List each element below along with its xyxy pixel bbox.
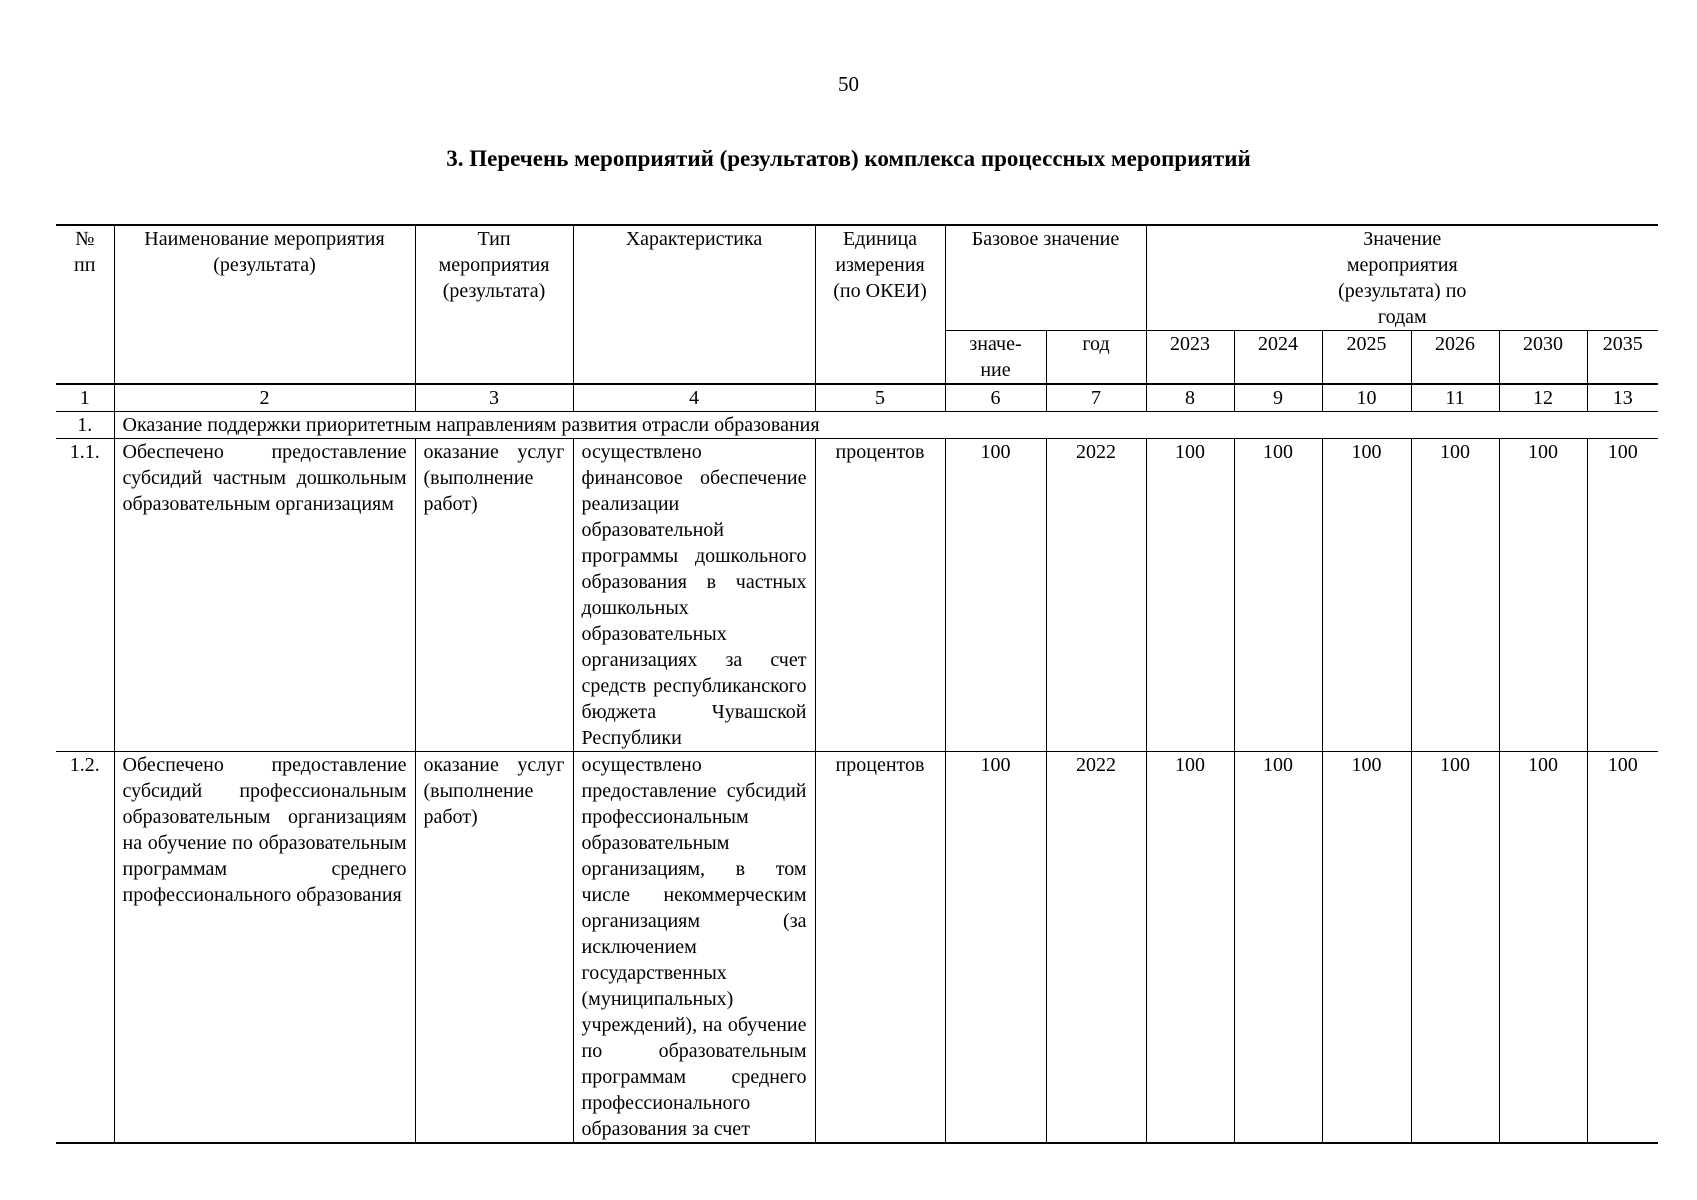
header-years: Значение мероприятия (результата) по годам bbox=[1146, 225, 1658, 331]
header-year: 2025 bbox=[1322, 331, 1411, 385]
row-value-2025: 100 bbox=[1322, 439, 1411, 752]
row-value-2023: 100 bbox=[1146, 752, 1234, 1144]
row-type: оказание услуг (выполнение работ) bbox=[415, 752, 573, 1144]
header-year: 2026 bbox=[1411, 331, 1499, 385]
column-number: 13 bbox=[1587, 384, 1658, 412]
header-name: Наименование мероприятия (результата) bbox=[114, 225, 415, 384]
section-row bbox=[56, 412, 1658, 439]
row-characteristic: осуществлено финансовое обеспечение реализации образовательной программы дошкольного образования в частных дошкольных образовательных организациях за счет средств республиканского бюджета Чувашской Республики bbox=[573, 439, 815, 752]
header-characteristic: Характеристика bbox=[573, 225, 815, 384]
page-number: 50 bbox=[838, 72, 859, 96]
row-value-2023: 100 bbox=[1146, 439, 1234, 752]
header-year: 2024 bbox=[1234, 331, 1322, 385]
header-base-value: значе-ние bbox=[945, 331, 1046, 385]
header-unit: Единица измерения (по ОКЕИ) bbox=[815, 225, 945, 384]
row-base-year: 2022 bbox=[1046, 752, 1146, 1144]
header-num: № пп bbox=[56, 225, 114, 384]
row-base-year: 2022 bbox=[1046, 439, 1146, 752]
row-value-2030: 100 bbox=[1499, 439, 1587, 752]
column-number: 12 bbox=[1499, 384, 1587, 412]
table-row bbox=[56, 752, 1658, 1144]
row-characteristic: осуществлено предоставление субсидий профессиональным образовательным организациям, в том числе некоммерческим организациям (за исключением государственных (муниципальных) учреждений), на обучение по образовательным программам среднего профессионального образования за счет bbox=[573, 752, 815, 1144]
header-year: 2030 bbox=[1499, 331, 1587, 385]
row-unit: процентов bbox=[815, 752, 945, 1144]
row-value-2024: 100 bbox=[1234, 439, 1322, 752]
column-number: 4 bbox=[573, 384, 815, 412]
row-value-2026: 100 bbox=[1411, 752, 1499, 1144]
header-type: Тип мероприятия (результата) bbox=[415, 225, 573, 384]
page-title: 3. Перечень мероприятий (результатов) комплекса процессных мероприятий bbox=[446, 146, 1251, 171]
row-value-2025: 100 bbox=[1322, 752, 1411, 1144]
row-unit: процентов bbox=[815, 439, 945, 752]
section-number: 1. bbox=[56, 412, 114, 439]
row-value-2035: 100 bbox=[1587, 752, 1658, 1144]
column-number: 5 bbox=[815, 384, 945, 412]
column-number: 9 bbox=[1234, 384, 1322, 412]
column-number: 11 bbox=[1411, 384, 1499, 412]
column-number: 6 bbox=[945, 384, 1046, 412]
row-base-value: 100 bbox=[945, 439, 1046, 752]
row-name: Обеспечено предоставление субсидий профессиональным образовательным организациям на обучение по образовательным программам среднего профессионального образования bbox=[114, 752, 415, 1144]
section-title: Оказание поддержки приоритетным направлениям развития отрасли образования bbox=[114, 412, 1658, 439]
row-number: 1.1. bbox=[56, 439, 114, 752]
row-value-2026: 100 bbox=[1411, 439, 1499, 752]
table-row bbox=[56, 439, 1658, 752]
column-number: 8 bbox=[1146, 384, 1234, 412]
row-name: Обеспечено предоставление субсидий частным дошкольным образовательным организациям bbox=[114, 439, 415, 752]
row-base-value: 100 bbox=[945, 752, 1046, 1144]
row-number: 1.2. bbox=[56, 752, 114, 1144]
header-base: Базовое значение bbox=[945, 225, 1146, 331]
events-table bbox=[56, 224, 1658, 1144]
column-number: 1 bbox=[56, 384, 114, 412]
row-type: оказание услуг (выполнение работ) bbox=[415, 439, 573, 752]
header-row-1 bbox=[56, 225, 1658, 331]
column-number: 3 bbox=[415, 384, 573, 412]
header-year: 2023 bbox=[1146, 331, 1234, 385]
header-base-year: год bbox=[1046, 331, 1146, 385]
row-value-2035: 100 bbox=[1587, 439, 1658, 752]
header-year: 2035 bbox=[1587, 331, 1658, 385]
column-number: 7 bbox=[1046, 384, 1146, 412]
row-value-2024: 100 bbox=[1234, 752, 1322, 1144]
column-number-row bbox=[56, 384, 1658, 412]
column-number: 10 bbox=[1322, 384, 1411, 412]
column-number: 2 bbox=[114, 384, 415, 412]
row-value-2030: 100 bbox=[1499, 752, 1587, 1144]
